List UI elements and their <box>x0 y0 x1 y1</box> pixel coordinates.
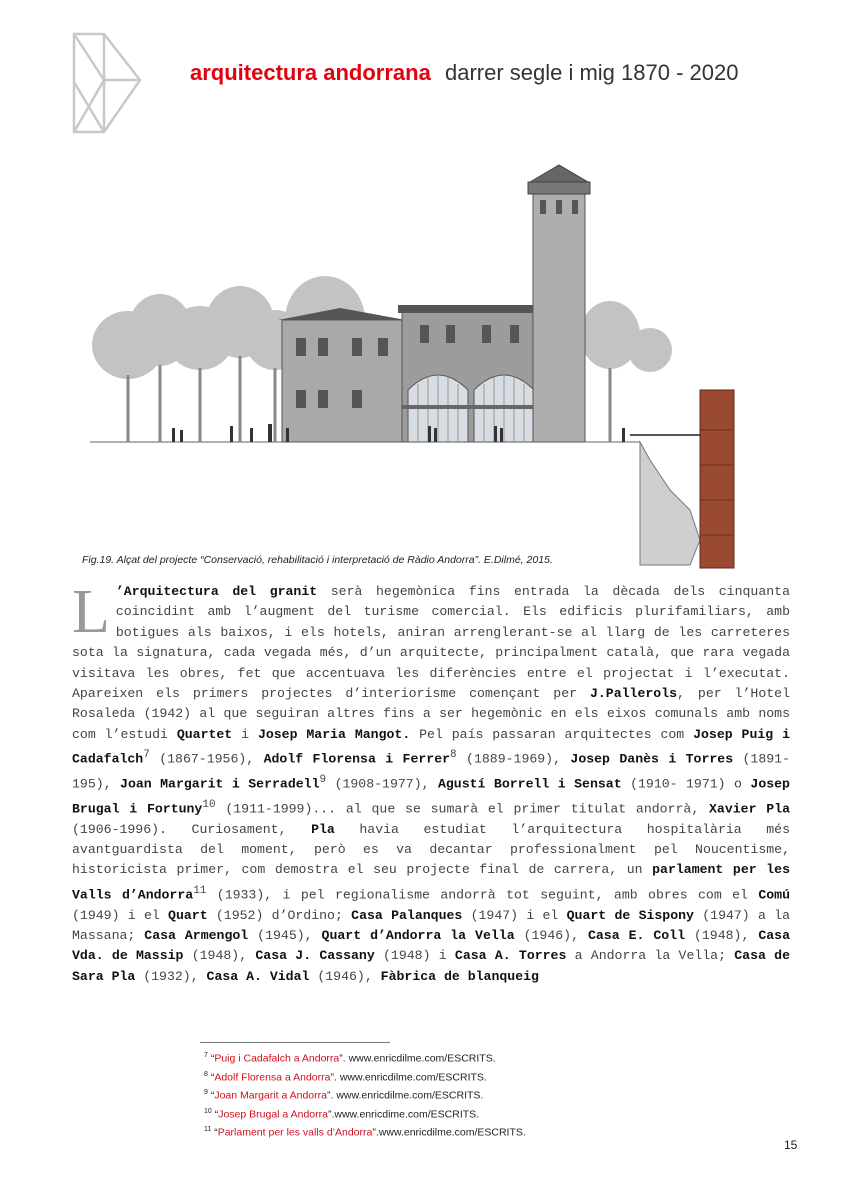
tower <box>528 165 590 442</box>
footnote-item: $^9$ “Joan Margarit a Andorra”. www.enricdilme.com/ESCRITS. <box>204 1089 484 1102</box>
body-text: L ’Arquitectura del granit serà hegemònica fins entrada la dècada dels cinquanta coincidint amb l’augment del turisme comercial. Els edificis plurifamiliars, amb botigues als baixos, i els hotels, aniran arrenglerant-se al llarg de les carreteres sota la signatura, cada vegada més, d’un arquitecte, principalment català, que rara vegada visitava les obres, fet que accentuava les diferències entre el projectat i l’executat. Apareixen els primers projectes d’interiorisme començant per J.Pallerols, per l’Hotel Rosaleda (1942) al que seguiran altres fins a ser hegemònic en els eixos comunals amb noms com l’estudi Quartet i Josep Maria Mangot. Pel país passaran arquitectes com Josep Puig i Cadafalch$^7$ (1867-1956), Adolf Florensa i Ferrer$^8$ (1889-1969), Josep Danès i Torres (1891-195), Joan Margarit i Serradell$^9$ (1908-1977), Agustí Borrell i Sensat (1910- 1971) o Josep Brugal i Fortuny$^{10}$ (1911-1999)... al que se sumarà el primer titulat andorrà, Xavier Pla (1906-1996). Curiosament, Pla havia estudiat l’arquitectura hospitalària més avantguardista del moment, però es va decantar professionalment pel Noucentisme, historicista primer, com demostra el seu projecte final de carrera, un parlament per les Valls d’Andorra$^{11}$ (1933), i pel regionalisme andorrà tot seguint, amb obres com el Comú (1949) i el Quart (1952) d’Ordino; Casa Palanques (1947) i el Quart de Sispony (1947) a la Massana; Casa Armengol (1945), Quart d’Andorra la Vella (1946), Casa E. Coll (1948), Casa Vda. de Massip (1948), Casa J. Cassany (1948) i Casa A. Torres a Andorra la Vella; Casa de Sara Pla (1932), Casa A. Vidal (1946), Fàbrica de blanqueig <box>72 578 791 984</box>
main-building <box>278 305 541 442</box>
footnote-link[interactable]: Joan Margarit a Andorra <box>214 1089 327 1102</box>
elevation-drawing <box>90 160 750 570</box>
footnote-link[interactable]: Josep Brugal a Andorra <box>218 1108 328 1120</box>
footnote-link[interactable]: Puig i Cadafalch a Andorra <box>214 1052 340 1065</box>
footnote-link[interactable]: Parlament per les valls d’Andorra <box>217 1126 373 1139</box>
footnote-item: $^8$ “Adolf Florensa a Andorra”. www.enricdilme.com/ESCRITS. <box>204 1070 487 1083</box>
footnote-item: $^{11}$ “Parlament per les valls d’Andorra”.www.enricdilme.com/ESCRITS. <box>204 1126 526 1139</box>
footnotes <box>204 1048 526 1141</box>
drop-cap: L <box>72 578 110 646</box>
page-number: 15 <box>784 1138 798 1152</box>
page-header <box>190 60 738 86</box>
footnote-item: $^7$ “Puig i Cadafalch a Andorra”. www.enricdilme.com/ESCRITS. <box>204 1052 496 1065</box>
figure-caption: Fig.19. Alçat del projecte “Conservació, rehabilitació i interpretació de Ràdio Andorra”. E.Dilmé, 2015. <box>82 554 553 566</box>
logo-icon <box>70 30 144 136</box>
footnote-item: $^{10}$ “Josep Brugal a Andorra”.www.enricdime.com/ESCRITS. <box>204 1107 480 1120</box>
header-title-rest: darrer segle i mig 1870 - 2020 <box>444 60 739 85</box>
footnote-divider <box>200 1042 390 1043</box>
header-title-red: arquitectura andorrana <box>190 60 431 85</box>
footnote-link[interactable]: Adolf Florensa a Andorra <box>214 1071 331 1083</box>
